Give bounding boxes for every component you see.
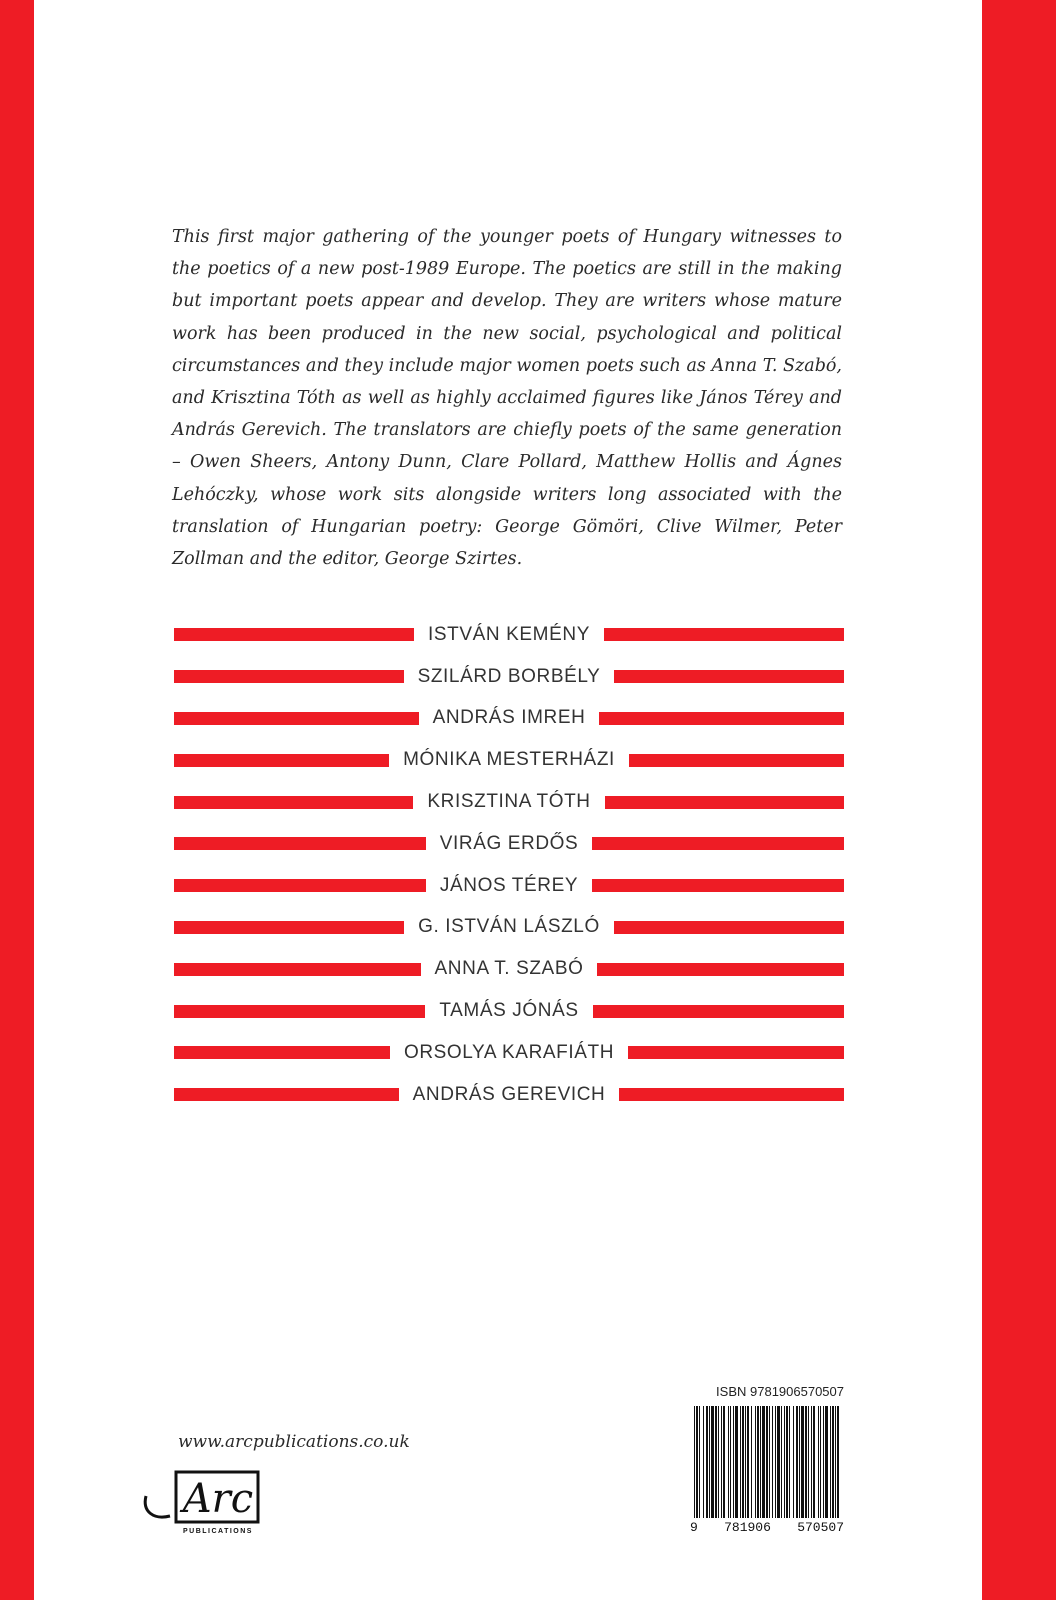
barcode-bar xyxy=(711,1406,714,1518)
left-bar xyxy=(174,628,414,641)
publisher-url[interactable]: www.arcpublications.co.uk xyxy=(178,1432,410,1452)
isbn-label: ISBN 9781906570507 xyxy=(716,1384,844,1399)
right-bar xyxy=(593,1005,844,1018)
barcode-bar xyxy=(735,1406,738,1518)
barcode-bar xyxy=(830,1406,831,1518)
poet-name: ANDRÁS IMREH xyxy=(432,707,586,729)
barcode-bar xyxy=(769,1406,770,1518)
barcode-bar xyxy=(723,1406,725,1518)
logo-text: Arc xyxy=(182,1476,254,1522)
poet-name: TAMÁS JÓNÁS xyxy=(439,1000,579,1022)
barcode-bar xyxy=(789,1406,790,1518)
barcode-bar xyxy=(696,1406,698,1518)
right-red-border xyxy=(982,0,1056,1600)
arc-publications-logo xyxy=(140,1466,270,1536)
poet-list xyxy=(174,614,844,1116)
logo-subtext: PUBLICATIONS xyxy=(183,1528,253,1535)
barcode-bar xyxy=(703,1406,704,1518)
poet-row xyxy=(174,739,844,781)
right-bar xyxy=(605,796,844,809)
poet-row xyxy=(174,990,844,1032)
barcode-digits xyxy=(690,1520,844,1535)
barcode-bar xyxy=(784,1406,785,1518)
right-bar xyxy=(619,1088,844,1101)
barcode-bar xyxy=(742,1406,744,1518)
left-red-border xyxy=(0,0,34,1600)
back-cover-blurb: This first major gathering of the younger poets of Hungary witnesses to the poetics of a new post-1989 Europe. The poetics are still in the making but important poets appear and develop. They are writers whose mature work has been produced in the new social, psychological and political circumstances and they include major women poets such as Anna T. Szabó, and Krisztina Tóth as well as highly acclaimed figures like János Térey and András Gerevich. The translators are chiefly poets of the same generation – Owen Sheers, Antony Dunn, Clare Pollard, Matthew Hollis and Ágnes Lehóczky, whose work sits alongside writers long associated with the translation of Hungarian poetry: George Gömöri, Clive Wilmer, Peter Zollman and the editor, George Szirtes. xyxy=(172,227,842,570)
barcode xyxy=(690,1406,844,1518)
barcode-bar xyxy=(760,1406,761,1518)
barcode-bar xyxy=(823,1406,824,1518)
poet-name: G. ISTVÁN LÁSZLÓ xyxy=(418,916,600,938)
poet-name: JÁNOS TÉREY xyxy=(439,874,579,896)
barcode-bar xyxy=(775,1406,776,1518)
poet-row xyxy=(174,781,844,823)
left-bar xyxy=(174,837,426,850)
barcode-bar xyxy=(745,1406,746,1518)
poet-row xyxy=(174,614,844,656)
barcode-bar xyxy=(813,1406,815,1518)
barcode-bar xyxy=(777,1406,780,1518)
barcode-bar xyxy=(747,1406,749,1518)
poet-row xyxy=(174,865,844,907)
left-bar xyxy=(174,921,404,934)
poet-name: VIRÁG ERDŐS xyxy=(439,832,579,854)
barcode-bar xyxy=(728,1406,729,1518)
right-bar xyxy=(614,670,844,683)
barcode-bar xyxy=(766,1406,768,1518)
barcode-bar xyxy=(825,1406,828,1518)
barcode-bar xyxy=(694,1406,695,1518)
left-bar xyxy=(174,879,426,892)
poet-name: MÓNIKA MESTERHÁZI xyxy=(403,749,615,771)
poet-row xyxy=(174,656,844,698)
barcode-bar xyxy=(699,1406,700,1518)
poet-name: SZILÁRD BORBÉLY xyxy=(417,665,601,687)
poet-name: ORSOLYA KARAFIÁTH xyxy=(403,1041,615,1063)
barcode-bar xyxy=(715,1406,717,1518)
poet-name: ANDRÁS GEREVICH xyxy=(412,1083,606,1105)
barcode-bar xyxy=(805,1406,807,1518)
barcode-bar xyxy=(837,1406,839,1518)
barcode-bar xyxy=(801,1406,804,1518)
left-bar xyxy=(174,754,389,767)
barcode-bar xyxy=(796,1406,798,1518)
barcode-bar xyxy=(799,1406,800,1518)
poet-row xyxy=(174,823,844,865)
right-bar xyxy=(592,837,844,850)
barcode-bar xyxy=(808,1406,809,1518)
poet-row xyxy=(174,1032,844,1074)
right-bar xyxy=(629,754,844,767)
left-bar xyxy=(174,1046,390,1059)
right-bar xyxy=(614,921,844,934)
barcode-bar xyxy=(733,1406,734,1518)
barcode-bar xyxy=(751,1406,752,1518)
left-bar xyxy=(174,796,413,809)
barcode-bar xyxy=(740,1406,741,1518)
barcode-bar xyxy=(786,1406,788,1518)
right-bar xyxy=(592,879,844,892)
barcode-bar xyxy=(772,1406,773,1518)
right-bar xyxy=(597,963,844,976)
right-bar xyxy=(599,712,844,725)
barcode-bar xyxy=(818,1406,819,1518)
poet-name: ANNA T. SZABÓ xyxy=(434,958,584,980)
barcode-bar xyxy=(721,1406,722,1518)
barcode-bar xyxy=(730,1406,731,1518)
barcode-bar xyxy=(832,1406,834,1518)
logo-swash xyxy=(145,1496,170,1517)
barcode-bar xyxy=(757,1406,759,1518)
barcode-digit-group: 570507 xyxy=(797,1520,844,1535)
barcode-digit-group: 781906 xyxy=(724,1520,771,1535)
barcode-bar xyxy=(718,1406,719,1518)
poet-row xyxy=(174,698,844,740)
left-bar xyxy=(174,670,404,683)
barcode-bar xyxy=(762,1406,765,1518)
barcode-bar xyxy=(755,1406,756,1518)
barcode-bar xyxy=(835,1406,836,1518)
poet-row xyxy=(174,907,844,949)
left-bar xyxy=(174,1005,425,1018)
left-bar xyxy=(174,1088,399,1101)
poet-row xyxy=(174,1074,844,1116)
poet-name: KRISZTINA TÓTH xyxy=(427,791,591,813)
barcode-bar xyxy=(820,1406,821,1518)
barcode-digit-group: 9 xyxy=(690,1520,698,1535)
left-bar xyxy=(174,963,421,976)
right-bar xyxy=(604,628,844,641)
poet-row xyxy=(174,948,844,990)
barcode-bar xyxy=(793,1406,794,1518)
barcode-bar xyxy=(706,1406,708,1518)
barcode-bar xyxy=(709,1406,710,1518)
poet-name: ISTVÁN KEMÉNY xyxy=(428,623,590,645)
barcode-bar xyxy=(811,1406,812,1518)
right-bar xyxy=(628,1046,844,1059)
left-bar xyxy=(174,712,419,725)
barcode-bar xyxy=(781,1406,782,1518)
